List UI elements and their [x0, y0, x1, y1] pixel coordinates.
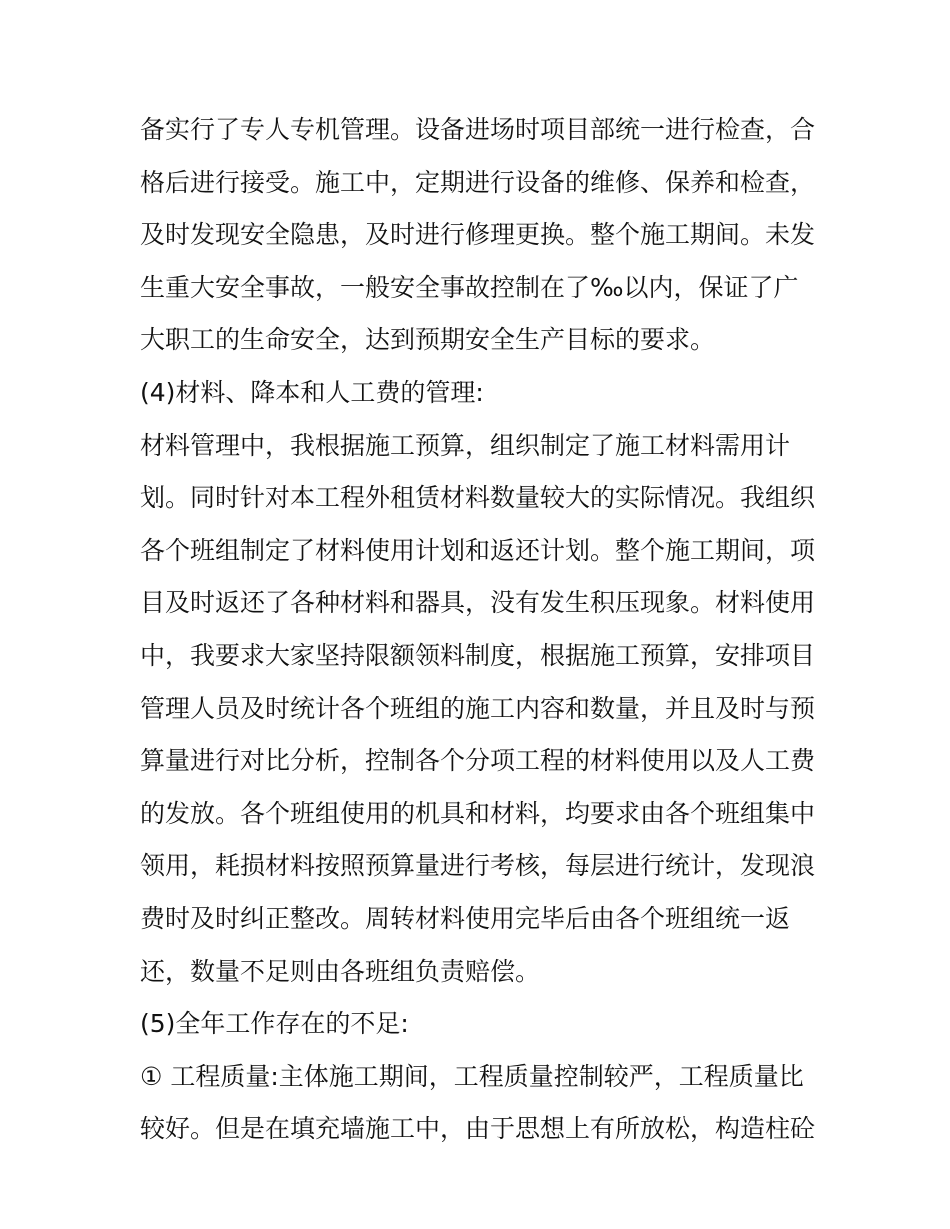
text-line: 划。同时针对本工程外租赁材料数量较大的实际情况。我组织: [140, 483, 816, 513]
text-line: 较好。但是在填充墙施工中，由于思想上有所放松，构造柱砼: [140, 1114, 816, 1144]
text-line: 目及时返还了各种材料和器具，没有发生积压现象。材料使用: [140, 588, 816, 618]
text-line: 备实行了专人专机管理。设备进场时项目部统一进行检查，合: [140, 115, 816, 144]
text-line: 费时及时纠正整改。周转材料使用完毕后由各个班组统一返: [140, 903, 791, 933]
text-line: 算量进行对比分析，控制各个分项工程的材料使用以及人工费: [140, 746, 816, 776]
text-line: 大职工的生命安全，达到预期安全生产目标的要求。: [140, 325, 716, 355]
text-line: 及时发现安全隐患，及时进行修理更换。整个施工期间。未发: [140, 220, 816, 250]
text-line: 的发放。各个班组使用的机具和材料，均要求由各个班组集中: [140, 798, 816, 828]
text-line: 领用，耗损材料按照预算量进行考核，每层进行统计，发现浪: [140, 851, 816, 881]
section-heading-4: (4)材料、降本和人工费的管理:: [140, 377, 484, 407]
text-line: 生重大安全事故，一般安全事故控制在了‰以内，保证了广: [140, 272, 799, 302]
text-line: 中，我要求大家坚持限额领料制度，根据施工预算，安排项目: [140, 640, 816, 670]
document-body: [140, 104, 820, 1156]
text-line: 还，数量不足则由各班组负责赔偿。: [140, 956, 541, 986]
list-item-1: ① 工程质量:主体施工期间，工程质量控制较严，工程质量比: [140, 1061, 804, 1091]
text-line: 管理人员及时统计各个班组的施工内容和数量，并且及时与预: [140, 693, 816, 723]
section-heading-5: (5)全年工作存在的不足:: [140, 1009, 409, 1039]
text-line: 各个班组制定了材料使用计划和返还计划。整个施工期间，项: [140, 535, 816, 565]
text-line: 材料管理中，我根据施工预算，组织制定了施工材料需用计: [140, 430, 791, 460]
text-line: 格后进行接受。施工中，定期进行设备的维修、保养和检查，: [140, 167, 816, 197]
